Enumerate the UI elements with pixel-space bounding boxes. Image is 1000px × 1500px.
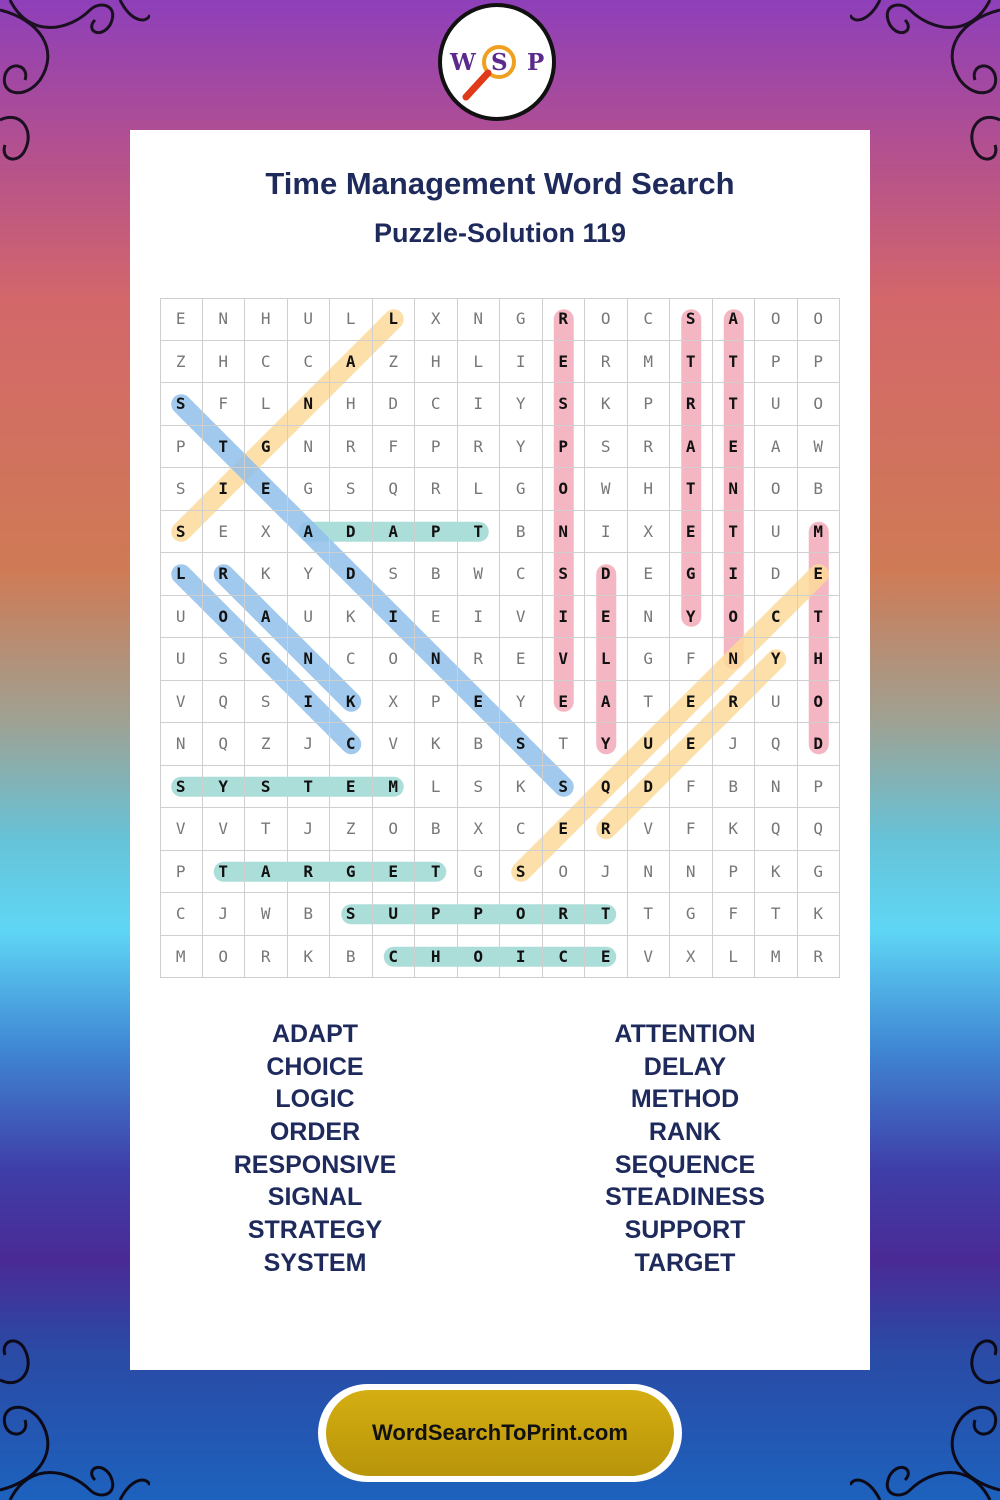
grid-cell: S: [160, 511, 203, 554]
grid-cell: Z: [330, 808, 373, 851]
wsp-logo: [438, 3, 556, 121]
grid-cell: C: [500, 808, 543, 851]
grid-cell: I: [288, 681, 331, 724]
grid-cell: E: [798, 553, 841, 596]
grid-cell: T: [713, 383, 756, 426]
grid-cell: Q: [755, 808, 798, 851]
grid-cell: N: [203, 298, 246, 341]
grid-cell: T: [798, 596, 841, 639]
grid-cell: P: [415, 893, 458, 936]
grid-cell: S: [203, 638, 246, 681]
grid-cell: M: [755, 936, 798, 979]
grid-cell: N: [628, 851, 671, 894]
grid-cell: T: [458, 511, 501, 554]
grid-cell: P: [798, 766, 841, 809]
grid-cell: B: [288, 893, 331, 936]
grid-cell: E: [203, 511, 246, 554]
grid-cell: R: [458, 426, 501, 469]
grid-cell: R: [585, 341, 628, 384]
grid-cell: V: [628, 936, 671, 979]
grid-cell: W: [585, 468, 628, 511]
grid-cell: A: [585, 681, 628, 724]
grid-cell: G: [245, 638, 288, 681]
grid-cell: T: [203, 851, 246, 894]
word-list-left: [130, 1018, 500, 1280]
grid-cell: K: [798, 893, 841, 936]
grid-cell: Q: [203, 723, 246, 766]
grid-cell: E: [585, 936, 628, 979]
grid-cell: I: [713, 553, 756, 596]
grid-cell: F: [670, 766, 713, 809]
grid-cell: T: [670, 468, 713, 511]
grid-cell: O: [373, 808, 416, 851]
grid-cell: S: [160, 468, 203, 511]
grid-cell: O: [543, 851, 586, 894]
grid-cell: G: [330, 851, 373, 894]
grid-cell: O: [713, 596, 756, 639]
grid-cell: R: [288, 851, 331, 894]
grid-cell: E: [585, 596, 628, 639]
grid-cell: O: [798, 298, 841, 341]
grid-cell: S: [543, 383, 586, 426]
grid-cell: T: [713, 341, 756, 384]
grid-cell: L: [458, 468, 501, 511]
page-subtitle: Puzzle-Solution 119: [373, 218, 627, 248]
grid-cell: B: [500, 511, 543, 554]
grid-cell: T: [585, 893, 628, 936]
word-list-item: ADAPT: [271, 1020, 359, 1048]
grid-cell: G: [670, 893, 713, 936]
puzzle-card: [130, 130, 870, 1370]
word-list-item: RANK: [648, 1118, 722, 1147]
grid-cell: R: [543, 298, 586, 341]
corner-ornament-bottom-left: [0, 1330, 150, 1500]
grid-cell: N: [288, 383, 331, 426]
logo-letter-p: P: [527, 49, 545, 76]
grid-cell: K: [330, 681, 373, 724]
grid-cell: L: [713, 936, 756, 979]
grid-cell: J: [203, 893, 246, 936]
grid-cell: R: [330, 426, 373, 469]
corner-ornament-top-left: [0, 0, 150, 170]
site-link[interactable]: WordSearchToPrint.com: [326, 1390, 674, 1476]
word-list-item: SIGNAL: [267, 1183, 363, 1212]
grid-cell: I: [458, 383, 501, 426]
grid-cell: B: [458, 723, 501, 766]
grid-cell: A: [670, 426, 713, 469]
grid-cell: W: [798, 426, 841, 469]
grid-cell: N: [628, 596, 671, 639]
grid-cell: R: [458, 638, 501, 681]
grid-cell: X: [245, 511, 288, 554]
grid-cell: N: [415, 638, 458, 681]
grid-cell: V: [160, 808, 203, 851]
grid-cell: M: [628, 341, 671, 384]
grid-cell: B: [798, 468, 841, 511]
grid-cell: U: [160, 596, 203, 639]
grid-cell: P: [628, 383, 671, 426]
word-search-grid: [160, 298, 840, 978]
grid-cell: R: [245, 936, 288, 979]
grid-cell: R: [628, 426, 671, 469]
grid-cell: Q: [373, 468, 416, 511]
grid-cell: W: [245, 893, 288, 936]
grid-cell: R: [415, 468, 458, 511]
grid-cell: D: [330, 553, 373, 596]
grid-cell: T: [628, 681, 671, 724]
grid-cell: U: [288, 298, 331, 341]
grid-cell: L: [373, 298, 416, 341]
grid-cell: G: [500, 468, 543, 511]
grid-cell: Z: [160, 341, 203, 384]
grid-cell: E: [713, 426, 756, 469]
grid-cell: R: [670, 383, 713, 426]
grid-cell: E: [245, 468, 288, 511]
grid-cell: L: [585, 638, 628, 681]
grid-cell: C: [543, 936, 586, 979]
grid-cell: E: [670, 681, 713, 724]
grid-cell: P: [458, 893, 501, 936]
grid-cell: N: [160, 723, 203, 766]
grid-cell: B: [330, 936, 373, 979]
grid-cell: Y: [585, 723, 628, 766]
grid-cell: V: [628, 808, 671, 851]
grid-cell: O: [373, 638, 416, 681]
grid-cell: X: [458, 808, 501, 851]
word-list-item: SEQUENCE: [614, 1150, 756, 1179]
grid-cell: T: [203, 426, 246, 469]
word-list-item: ORDER: [269, 1118, 361, 1147]
grid-cell: V: [203, 808, 246, 851]
grid-cell: C: [500, 553, 543, 596]
grid-cell: P: [415, 681, 458, 724]
word-list-item: METHOD: [630, 1085, 740, 1114]
grid-cell: C: [628, 298, 671, 341]
grid-cell: O: [500, 893, 543, 936]
grid-cell: E: [415, 596, 458, 639]
grid-cell: A: [245, 851, 288, 894]
grid-cell: Y: [500, 426, 543, 469]
grid-cell: D: [330, 511, 373, 554]
word-list-item: DELAY: [643, 1052, 727, 1081]
grid-cell: O: [585, 298, 628, 341]
word-list-item: STEADINESS: [605, 1183, 765, 1212]
grid-cell: T: [543, 723, 586, 766]
grid-cell: R: [713, 681, 756, 724]
word-list-item: STRATEGY: [247, 1216, 383, 1245]
grid-cell: Y: [500, 383, 543, 426]
grid-cell: J: [585, 851, 628, 894]
grid-cell: F: [373, 426, 416, 469]
grid-cell: M: [798, 511, 841, 554]
grid-cell: S: [543, 553, 586, 596]
grid-cell: B: [713, 766, 756, 809]
grid-cell: X: [670, 936, 713, 979]
grid-cell: U: [755, 681, 798, 724]
grid-cell: I: [458, 596, 501, 639]
grid-cell: P: [160, 426, 203, 469]
grid-cell: H: [798, 638, 841, 681]
grid-cell: X: [373, 681, 416, 724]
grid-cell: R: [543, 893, 586, 936]
grid-cell: R: [203, 553, 246, 596]
grid-cell: J: [288, 808, 331, 851]
grid-cell: Y: [203, 766, 246, 809]
grid-cell: Y: [288, 553, 331, 596]
grid-cell: N: [288, 426, 331, 469]
grid-cell: N: [713, 638, 756, 681]
grid-cell: C: [373, 936, 416, 979]
grid-cell: H: [628, 468, 671, 511]
grid-cell: K: [585, 383, 628, 426]
grid-cell: E: [543, 808, 586, 851]
grid-cell: L: [160, 553, 203, 596]
grid-cell: A: [755, 426, 798, 469]
grid-cell: K: [245, 553, 288, 596]
grid-cell: E: [458, 681, 501, 724]
grid-cell: S: [330, 893, 373, 936]
grid-cell: O: [543, 468, 586, 511]
grid-cell: P: [415, 426, 458, 469]
grid-cell: U: [628, 723, 671, 766]
grid-cell: K: [288, 936, 331, 979]
grid-cell: Q: [585, 766, 628, 809]
word-list-item: ATTENTION: [614, 1020, 756, 1048]
grid-cell: S: [670, 298, 713, 341]
page-title: Time Management Word Search: [265, 166, 735, 201]
grid-cell: S: [330, 468, 373, 511]
grid-cell: S: [160, 383, 203, 426]
grid-cell: W: [458, 553, 501, 596]
grid-cell: S: [500, 851, 543, 894]
grid-cell: F: [670, 808, 713, 851]
grid-cell: U: [160, 638, 203, 681]
grid-cell: Q: [203, 681, 246, 724]
grid-cell: E: [160, 298, 203, 341]
logo-letter-s: S: [491, 49, 508, 76]
grid-cell: J: [288, 723, 331, 766]
grid-cell: I: [543, 596, 586, 639]
grid-cell: E: [628, 553, 671, 596]
grid-cell: K: [500, 766, 543, 809]
grid-cell: B: [415, 808, 458, 851]
grid-cell: O: [798, 681, 841, 724]
grid-cell: R: [798, 936, 841, 979]
grid-cell: Q: [755, 723, 798, 766]
grid-cell: L: [415, 766, 458, 809]
grid-cell: L: [330, 298, 373, 341]
grid-cell: T: [245, 808, 288, 851]
grid-cell: O: [755, 468, 798, 511]
grid-cell: V: [160, 681, 203, 724]
grid-cell: K: [713, 808, 756, 851]
grid-cell: M: [160, 936, 203, 979]
grid-cell: S: [245, 766, 288, 809]
grid-cell: J: [713, 723, 756, 766]
grid-cell: I: [203, 468, 246, 511]
grid-cell: C: [330, 723, 373, 766]
grid-cell: T: [670, 341, 713, 384]
grid-cell: P: [798, 341, 841, 384]
grid-cell: C: [245, 341, 288, 384]
word-list-item: TARGET: [634, 1248, 736, 1277]
grid-cell: H: [415, 341, 458, 384]
grid-cell: D: [628, 766, 671, 809]
grid-cell: I: [585, 511, 628, 554]
grid-cell: H: [415, 936, 458, 979]
grid-cell: O: [203, 936, 246, 979]
grid-cell: Y: [670, 596, 713, 639]
grid-cell: N: [543, 511, 586, 554]
grid-cell: C: [330, 638, 373, 681]
grid-cell: C: [160, 893, 203, 936]
grid-cell: O: [458, 936, 501, 979]
grid-cell: K: [755, 851, 798, 894]
grid-cell: T: [713, 511, 756, 554]
grid-cell: N: [670, 851, 713, 894]
grid-cell: F: [203, 383, 246, 426]
word-list-item: SYSTEM: [263, 1248, 367, 1277]
grid-cell: Q: [798, 808, 841, 851]
grid-cell: F: [713, 893, 756, 936]
grid-cell: U: [288, 596, 331, 639]
grid-cell: O: [203, 596, 246, 639]
grid-cell: S: [373, 553, 416, 596]
grid-cell: X: [415, 298, 458, 341]
grid-cell: G: [500, 298, 543, 341]
grid-cell: H: [203, 341, 246, 384]
grid-cell: N: [288, 638, 331, 681]
word-list-right: [500, 1018, 870, 1280]
word-list-item: LOGIC: [275, 1085, 355, 1114]
grid-cell: P: [160, 851, 203, 894]
grid-cell: E: [543, 681, 586, 724]
grid-cell: E: [670, 511, 713, 554]
grid-cell: O: [798, 383, 841, 426]
grid-cell: E: [373, 851, 416, 894]
grid-cell: K: [330, 596, 373, 639]
grid-cell: A: [330, 341, 373, 384]
grid-cell: Y: [500, 681, 543, 724]
grid-cell: S: [500, 723, 543, 766]
grid-cell: H: [330, 383, 373, 426]
grid-cell: G: [670, 553, 713, 596]
grid-cell: Z: [245, 723, 288, 766]
word-list-item: SUPPORT: [624, 1216, 746, 1245]
grid-cell: A: [288, 511, 331, 554]
grid-cell: D: [585, 553, 628, 596]
grid-cell: E: [543, 341, 586, 384]
grid-cell: U: [373, 893, 416, 936]
grid-cell: S: [245, 681, 288, 724]
grid-cell: U: [755, 511, 798, 554]
grid-cell: V: [373, 723, 416, 766]
grid-cell: U: [755, 383, 798, 426]
grid-cell: Y: [755, 638, 798, 681]
grid-cell: N: [713, 468, 756, 511]
grid-cell: C: [288, 341, 331, 384]
logo-letter-w: W: [450, 49, 476, 76]
grid-cell: E: [670, 723, 713, 766]
grid-cell: I: [500, 341, 543, 384]
grid-cell: C: [415, 383, 458, 426]
grid-cell: E: [330, 766, 373, 809]
grid-cell: E: [500, 638, 543, 681]
grid-cell: X: [628, 511, 671, 554]
grid-cell: T: [755, 893, 798, 936]
grid-cell: S: [585, 426, 628, 469]
grid-cell: D: [798, 723, 841, 766]
corner-ornament-top-right: [850, 0, 1000, 170]
grid-cell: G: [245, 426, 288, 469]
grid-cell: T: [415, 851, 458, 894]
grid-cell: P: [543, 426, 586, 469]
grid-cell: L: [458, 341, 501, 384]
grid-cell: N: [458, 298, 501, 341]
grid-cell: S: [458, 766, 501, 809]
grid-cell: S: [543, 766, 586, 809]
grid-cell: Z: [373, 341, 416, 384]
grid-cell: V: [543, 638, 586, 681]
grid-cell: C: [755, 596, 798, 639]
word-list-item: RESPONSIVE: [233, 1150, 397, 1179]
grid-cell: G: [288, 468, 331, 511]
grid-cell: R: [585, 808, 628, 851]
grid-cell: P: [755, 341, 798, 384]
grid-cell: P: [713, 851, 756, 894]
grid-cell: B: [415, 553, 458, 596]
grid-cell: S: [160, 766, 203, 809]
grid-cell: A: [245, 596, 288, 639]
grid-cell: K: [415, 723, 458, 766]
grid-cell: T: [628, 893, 671, 936]
grid-cell: O: [755, 298, 798, 341]
grid-cell: I: [373, 596, 416, 639]
corner-ornament-bottom-right: [850, 1330, 1000, 1500]
grid-cell: F: [670, 638, 713, 681]
grid-cell: A: [373, 511, 416, 554]
grid-cell: T: [288, 766, 331, 809]
grid-cell: L: [245, 383, 288, 426]
grid-cell: H: [245, 298, 288, 341]
grid-cell: I: [500, 936, 543, 979]
word-list-item: CHOICE: [266, 1052, 364, 1081]
grid-cell: N: [755, 766, 798, 809]
grid-cell: D: [373, 383, 416, 426]
grid-cell: G: [628, 638, 671, 681]
grid-cell: M: [373, 766, 416, 809]
grid-cell: G: [798, 851, 841, 894]
grid-cell: V: [500, 596, 543, 639]
grid-cell: G: [458, 851, 501, 894]
site-badge[interactable]: [318, 1384, 682, 1482]
grid-cell: A: [713, 298, 756, 341]
grid-cell: P: [415, 511, 458, 554]
grid-cell: D: [755, 553, 798, 596]
